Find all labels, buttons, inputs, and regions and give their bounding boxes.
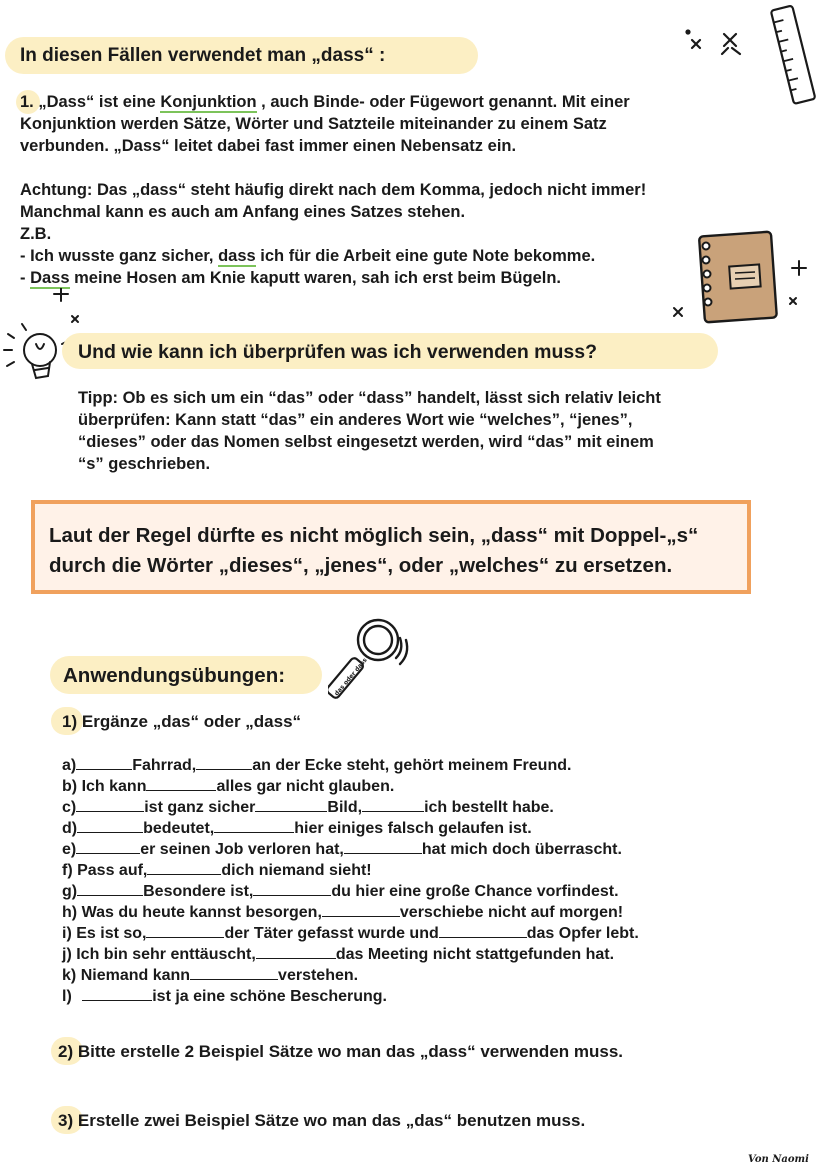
- answer-blank[interactable]: [362, 797, 424, 812]
- exercise-row-c: [62, 797, 554, 817]
- answer-blank[interactable]: [146, 923, 224, 938]
- row-label: e): [62, 841, 77, 858]
- row-text: ist ganz sicher: [144, 799, 256, 816]
- example-1-before: - Ich wusste ganz sicher,: [20, 247, 219, 265]
- exercise-row-e: [62, 839, 622, 859]
- section2-heading: Und wie kann ich überprüfen was ich verwenden muss?: [78, 341, 598, 363]
- tip-line-2: überprüfen: Kann statt “das” ein anderes Wort wie “welches”, “jenes”,: [78, 411, 633, 429]
- row-label: b): [62, 778, 78, 795]
- row-text: der Täter gefasst wurde und: [224, 925, 439, 942]
- answer-blank[interactable]: [77, 881, 143, 896]
- task3-text: Erstelle zwei Beispiel Sätze wo man das „das“ benutzen muss.: [77, 1111, 586, 1130]
- row-text: er seinen Job verloren hat,: [140, 841, 344, 858]
- answer-blank[interactable]: [344, 839, 422, 854]
- point1-line1-suffix: , auch Binde- oder Fügewort genannt. Mit einer: [256, 93, 630, 111]
- exercise-row-a: [62, 755, 571, 775]
- exercise-row-b: [62, 776, 394, 796]
- exercise-row-h: [62, 902, 623, 922]
- row-label: j): [62, 946, 72, 963]
- example-2-before: -: [20, 269, 31, 287]
- row-text: Es ist so,: [76, 925, 147, 942]
- row-text: Fahrrad,: [132, 757, 197, 774]
- row-text: verschiebe nicht auf morgen!: [399, 904, 624, 921]
- answer-blank[interactable]: [214, 818, 294, 833]
- ruler-icon: [768, 2, 824, 111]
- magnifier-label: das oder dass: [333, 656, 369, 698]
- magnifier-icon: [328, 610, 418, 715]
- row-label: f): [62, 862, 73, 879]
- row-text: Ich bin sehr enttäuscht,: [76, 946, 256, 963]
- task1-text: Ergänze „das“ oder „dass“: [81, 712, 302, 731]
- row-text: Niemand kann: [80, 967, 191, 984]
- task3-number: 3): [58, 1111, 74, 1130]
- exercise-row-d: [62, 818, 532, 838]
- example-1-keyword: dass: [218, 247, 256, 265]
- example-2: [20, 267, 561, 289]
- answer-blank[interactable]: [256, 944, 336, 959]
- row-text: du hier eine große Chance vorfindest.: [331, 883, 619, 900]
- row-text: hier einiges falsch gelaufen ist.: [294, 820, 532, 837]
- callout-text: [49, 521, 749, 581]
- row-text: Bild,: [327, 799, 363, 816]
- notebook-icon: [668, 228, 818, 333]
- point1-line3: verbunden. „Dass“ leitet dabei fast immer einen Nebensatz ein.: [20, 137, 517, 155]
- signature: Von Naomi: [748, 1154, 809, 1165]
- row-text: bedeutet,: [143, 820, 215, 837]
- task2-number: 2): [58, 1042, 74, 1061]
- answer-blank[interactable]: [76, 839, 140, 854]
- row-text: das Meeting nicht stattgefunden hat.: [335, 946, 615, 963]
- sparkle-icon: [680, 24, 750, 69]
- task2-text: Bitte erstelle 2 Beispiel Sätze wo man das „dass“ verwenden muss.: [77, 1042, 624, 1061]
- tip-line-3: “dieses” oder das Nomen selbst eingesetzt werden, wird “das” mit einem: [78, 433, 654, 451]
- row-label: d): [62, 820, 78, 837]
- row-text: Ich kann: [81, 778, 147, 795]
- answer-blank[interactable]: [76, 797, 144, 812]
- row-label: a): [62, 757, 77, 774]
- row-text: ist ja eine schöne Bescherung.: [152, 988, 387, 1005]
- example-1: [20, 245, 595, 267]
- rule-callout: [31, 500, 751, 594]
- task1-number: 1): [62, 712, 78, 731]
- tip-line-1: Tipp: Ob es sich um ein “das” oder “dass” handelt, lässt sich relativ leicht: [78, 389, 661, 407]
- row-label: i): [62, 925, 72, 942]
- exercise-row-f: [62, 860, 372, 880]
- row-text: Was du heute kannst besorgen,: [81, 904, 322, 921]
- section1-heading: In diesen Fällen verwendet man „dass“ :: [20, 45, 386, 66]
- row-label: l): [62, 988, 72, 1005]
- row-text: Besondere ist,: [143, 883, 254, 900]
- answer-blank[interactable]: [190, 965, 278, 980]
- row-label: g): [62, 883, 78, 900]
- answer-blank[interactable]: [146, 776, 216, 791]
- row-text: das Opfer lebt.: [526, 925, 639, 942]
- example-2-after: meine Hosen am Knie kaputt waren, sah ich erst beim Bügeln.: [69, 269, 562, 287]
- callout-line-2: durch die Wörter „dieses“, „jenes“, oder „welches“ zu ersetzen.: [49, 554, 673, 577]
- answer-blank[interactable]: [439, 923, 527, 938]
- point1-prefix: 1. „Dass“ ist eine: [20, 93, 161, 111]
- task3: [58, 1111, 585, 1131]
- point1-line1: [20, 91, 630, 113]
- row-text: dich niemand sieht!: [221, 862, 372, 879]
- answer-blank[interactable]: [322, 902, 400, 917]
- row-text: hat mich doch überrascht.: [421, 841, 622, 858]
- exercises-heading: Anwendungsübungen:: [63, 664, 286, 687]
- row-text: ich bestellt habe.: [424, 799, 554, 816]
- callout-line-1: Laut der Regel dürfte es nicht möglich sein, „dass“ mit Doppel-„s“: [49, 524, 699, 547]
- task2: [58, 1042, 623, 1062]
- task1-title: [62, 712, 301, 732]
- answer-blank[interactable]: [147, 860, 221, 875]
- konjunktion-keyword: Konjunktion: [160, 93, 257, 111]
- answer-blank[interactable]: [255, 797, 327, 812]
- example-label: Z.B.: [20, 225, 52, 243]
- tip-line-4: “s” geschrieben.: [78, 455, 211, 473]
- answer-blank[interactable]: [77, 818, 143, 833]
- row-text: Pass auf,: [77, 862, 148, 879]
- answer-blank[interactable]: [76, 755, 132, 770]
- answer-blank[interactable]: [82, 986, 152, 1001]
- example-1-after: ich für die Arbeit eine gute Note bekomme.: [255, 247, 596, 265]
- row-label: k): [62, 967, 77, 984]
- row-text: an der Ecke steht, gehört meinem Freund.: [252, 757, 572, 774]
- row-text: alles gar nicht glauben.: [216, 778, 395, 795]
- warning-line2: Manchmal kann es auch am Anfang eines Satzes stehen.: [20, 203, 466, 221]
- answer-blank[interactable]: [196, 755, 252, 770]
- exercise-row-i: [62, 923, 639, 943]
- row-text: verstehen.: [278, 967, 359, 984]
- exercise-row-j: [62, 944, 614, 964]
- answer-blank[interactable]: [253, 881, 331, 896]
- row-label: c): [62, 799, 77, 816]
- point1-line2: Konjunktion werden Sätze, Wörter und Satzteile miteinander zu einem Satz: [20, 115, 607, 133]
- warning-line1: Achtung: Das „dass“ steht häufig direkt nach dem Komma, jedoch nicht immer!: [20, 181, 647, 199]
- exercise-row-k: [62, 965, 358, 985]
- exercise-row-l: [62, 986, 387, 1006]
- row-label: h): [62, 904, 78, 921]
- exercise-row-g: [62, 881, 619, 901]
- example-2-keyword: Dass: [30, 269, 70, 287]
